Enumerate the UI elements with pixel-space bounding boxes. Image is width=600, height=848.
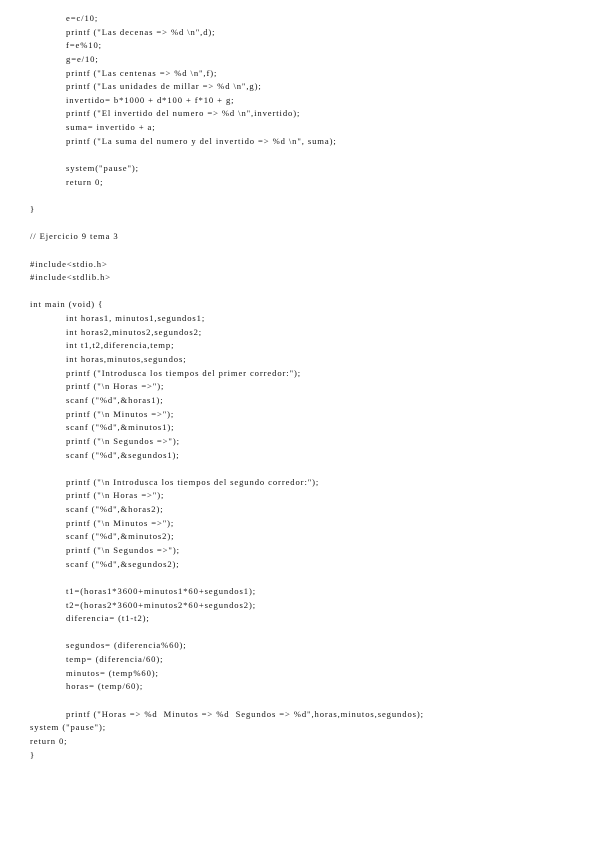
blank-line (30, 626, 424, 640)
code-line: printf ("Introdusca los tiempos del primer corredor:"); (66, 367, 302, 378)
code-line: } (30, 749, 36, 760)
blank-line (30, 694, 424, 708)
code-line: printf ("\n Horas =>"); (66, 381, 165, 392)
code-line: printf ("\n Minutos =>"); (66, 408, 175, 419)
code-line: printf ("Las centenas => %d \n",f); (66, 67, 218, 78)
code-line: t2=(horas2*3600+minutos2*60+segundos2); (66, 599, 256, 610)
code-line: printf ("El invertido del numero => %d \n",invertido); (66, 108, 301, 119)
blank-line (30, 217, 424, 231)
code-line: printf ("\n Minutos =>"); (66, 517, 175, 528)
code-line: return 0; (30, 735, 68, 746)
blank-line (30, 189, 424, 203)
code-line: invertido= b*1000 + d*100 + f*10 + g; (66, 94, 235, 105)
code-line: printf ("Las decenas => %d \n",d); (66, 26, 216, 37)
code-line: scanf ("%d",&minutos1); (66, 422, 175, 433)
code-line: printf ("Las unidades de millar => %d \n",g); (66, 81, 262, 92)
code-line: diferencia= (t1-t2); (66, 613, 150, 624)
code-line: e=c/10; (66, 13, 99, 23)
code-line: segundos= (diferencia%60); (66, 640, 187, 651)
code-line: scanf ("%d",&segundos1); (66, 449, 180, 460)
code-line: int main (void) { (30, 299, 104, 310)
code-line: minutos= (temp%60); (66, 667, 159, 678)
code-line: scanf ("%d",&horas2); (66, 504, 164, 515)
code-line: f=e%10; (66, 40, 102, 51)
blank-line (30, 244, 424, 258)
blank-line (30, 571, 424, 585)
code-line: } (30, 203, 36, 214)
code-line: scanf ("%d",&horas1); (66, 394, 164, 405)
code-line: printf ("Horas => %d Minutos => %d Segundos => %d",horas,minutos,segundos); (66, 708, 424, 719)
blank-line (30, 285, 424, 299)
code-line: temp= (diferencia/60); (66, 654, 164, 665)
code-line: horas= (temp/60); (66, 681, 144, 692)
code-line: int horas,minutos,segundos; (66, 354, 187, 365)
code-line: suma= invertido + a; (66, 122, 156, 133)
code-line: printf ("La suma del numero y del invertido => %d \n", suma); (66, 135, 337, 146)
code-line: scanf ("%d",&minutos2); (66, 531, 175, 542)
code-line: g=e/10; (66, 53, 99, 64)
code-line: return 0; (66, 176, 104, 187)
code-line: system ("pause"); (30, 722, 107, 733)
code-line: #include<stdio.h> (30, 258, 108, 269)
code-line: int horas2,minutos2,segundos2; (66, 326, 203, 337)
code-line: t1=(horas1*3600+minutos1*60+segundos1); (66, 585, 256, 596)
code-line: printf ("\n Segundos =>"); (66, 435, 180, 446)
blank-line (30, 148, 424, 162)
blank-line (30, 462, 424, 476)
code-line: #include<stdlib.h> (30, 272, 112, 283)
code-line: printf ("\n Introdusca los tiempos del segundo corredor:"); (66, 476, 320, 487)
code-line: // Ejercicio 9 tema 3 (30, 231, 119, 242)
code-line: scanf ("%d",&segundos2); (66, 558, 180, 569)
code-line: int t1,t2,diferencia,temp; (66, 340, 175, 351)
code-line: system("pause"); (66, 163, 139, 174)
code-line: printf ("\n Horas =>"); (66, 490, 165, 501)
code-listing (30, 12, 424, 762)
code-line: int horas1, minutos1,segundos1; (66, 313, 206, 324)
code-line: printf ("\n Segundos =>"); (66, 544, 180, 555)
